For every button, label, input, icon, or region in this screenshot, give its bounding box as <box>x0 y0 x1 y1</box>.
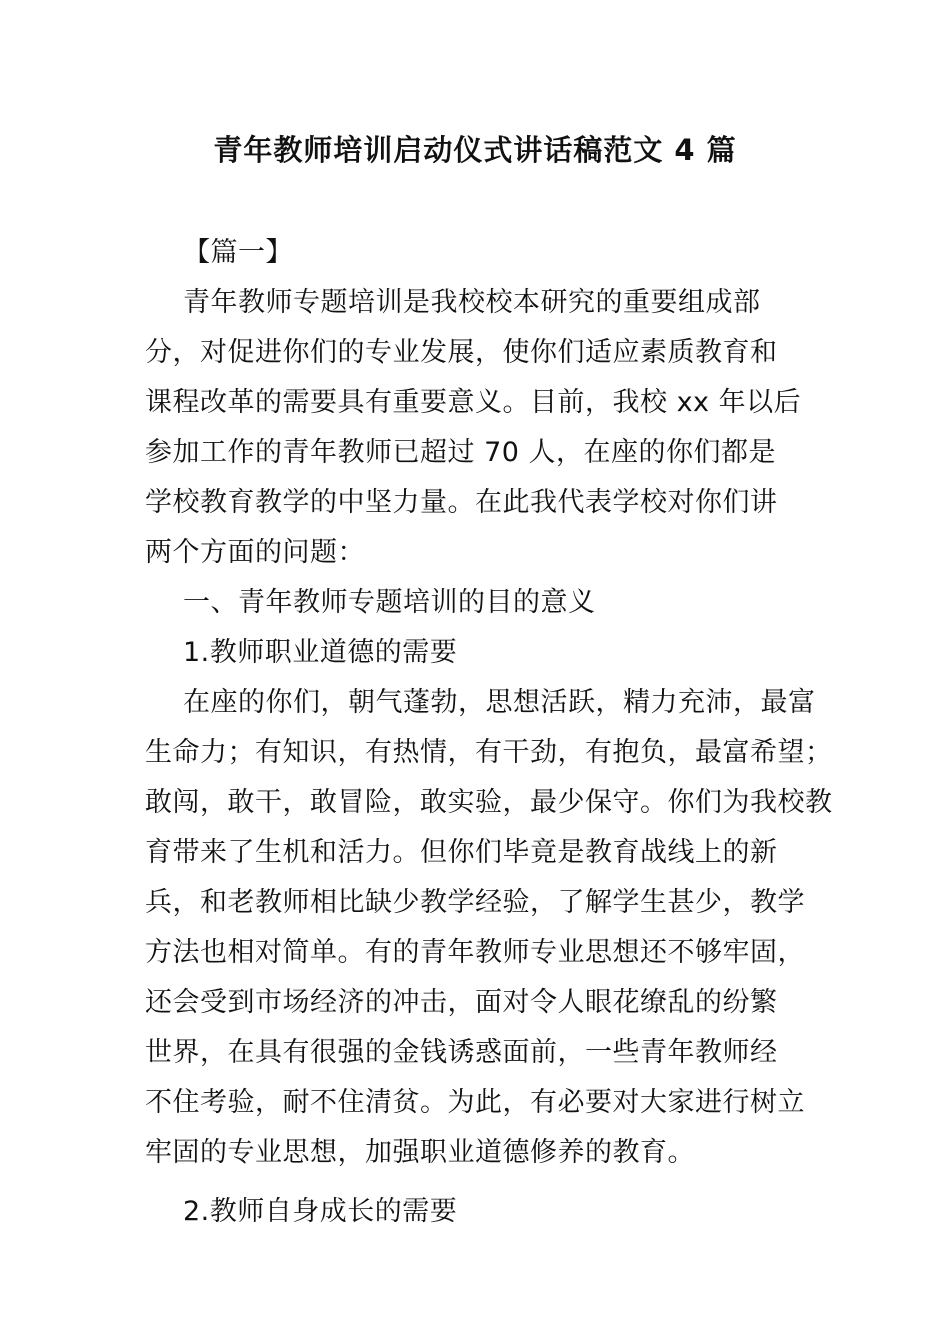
paragraph-line: 课程改革的需要具有重要意义。目前，我校 xx 年以后 <box>145 387 802 418</box>
paragraph-line: 敢闯，敢干，敢冒险，敢实验，最少保守。你们为我校教 <box>145 787 833 818</box>
paragraph-line: 青年教师专题培训是我校校本研究的重要组成部 <box>183 287 761 318</box>
paragraph-line: 参加工作的青年教师已超过 70 人，在座的你们都是 <box>145 437 777 468</box>
paragraph-line: 育带来了生机和活力。但你们毕竟是教育战线上的新 <box>145 837 778 868</box>
section-heading-part-one: 【篇一】 <box>183 237 293 268</box>
document-body <box>145 228 833 1237</box>
paragraph-line: 生命力；有知识，有热情，有干劲，有抱负，最富希望； <box>145 737 833 768</box>
paragraph-line: 在座的你们，朝气蓬勃，思想活跃，精力充沛，最富 <box>183 687 816 718</box>
document-title: 青年教师培训启动仪式讲话稿范文 4 篇 <box>213 133 737 167</box>
subheading-self-growth-need: 2.教师自身成长的需要 <box>183 1196 458 1227</box>
paragraph-line: 兵，和老教师相比缺少教学经验，了解学生甚少，教学 <box>145 887 805 918</box>
paragraph-line: 学校教育教学的中坚力量。在此我代表学校对你们讲 <box>145 487 778 518</box>
paragraph-line: 不住考验，耐不住清贫。为此，有必要对大家进行树立 <box>145 1087 805 1118</box>
subheading-purpose: 一、青年教师专题培训的目的意义 <box>183 587 596 618</box>
paragraph-line: 还会受到市场经济的冲击，面对令人眼花缭乱的纷繁 <box>145 987 778 1018</box>
paragraph-line: 世界，在具有很强的金钱诱惑面前，一些青年教师经 <box>145 1037 778 1068</box>
paragraph-line: 两个方面的问题： <box>145 537 365 568</box>
paragraph-line: 牢固的专业思想，加强职业道德修养的教育。 <box>145 1137 695 1168</box>
paragraph-line: 分，对促进你们的专业发展，使你们适应素质教育和 <box>145 337 778 368</box>
subheading-ethics-need: 1.教师职业道德的需要 <box>183 637 458 668</box>
paragraph-line: 方法也相对简单。有的青年教师专业思想还不够牢固， <box>145 937 805 968</box>
